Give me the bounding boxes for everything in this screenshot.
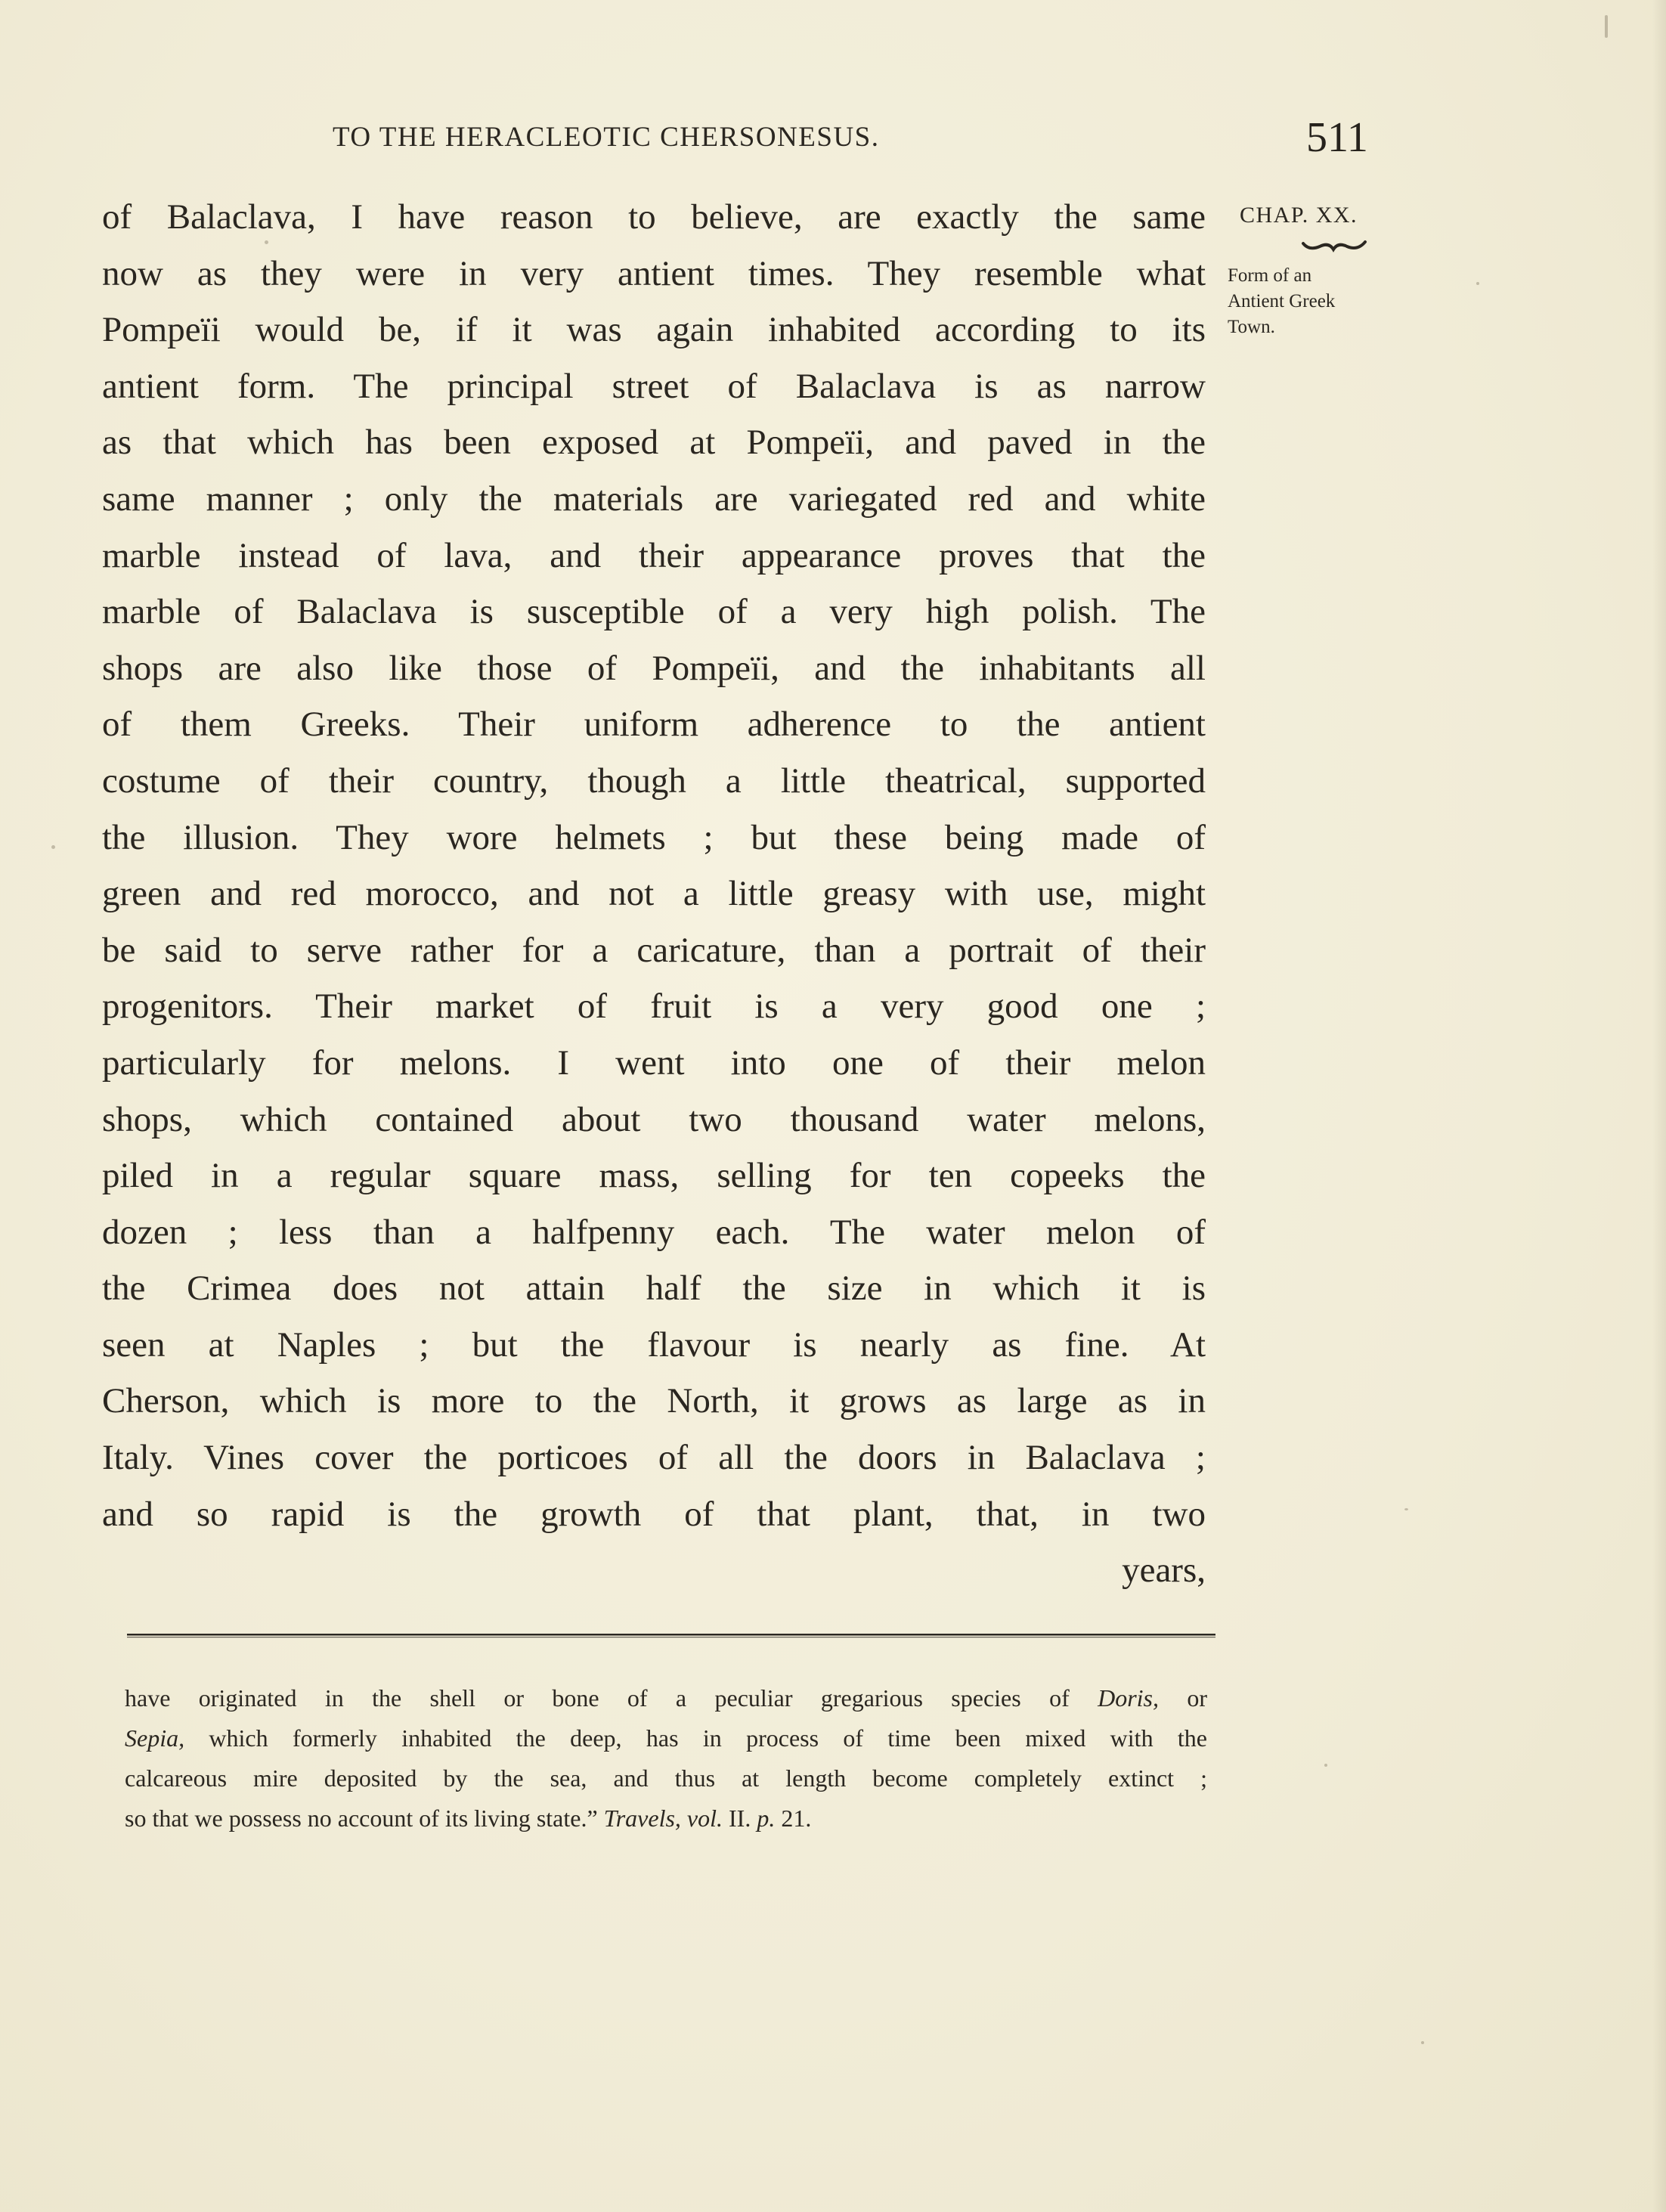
footnote-line xyxy=(125,1718,1207,1758)
footnote-text: so that we possess no account of its living state.” xyxy=(125,1805,604,1832)
text-line: as that which has been exposed at Pompeïi, and paved in the xyxy=(102,423,1206,463)
text-line: now as they were in very antient times. They resemble what xyxy=(102,253,1206,293)
catchword: years, xyxy=(1122,1551,1206,1591)
footnote-text: have originated in the shell or bone of a peculiar gregarious species of xyxy=(125,1684,1098,1712)
speck xyxy=(51,845,55,849)
text-line: marble of Balaclava is susceptible of a very high polish. The xyxy=(102,592,1206,632)
text-line: shops are also like those of Pompeïi, and the inhabitants all xyxy=(102,648,1206,688)
marginal-note xyxy=(1228,263,1379,340)
body-text xyxy=(102,189,1206,1599)
text-line: costume of their country, though a little theatrical, supported xyxy=(102,761,1206,801)
page-number: 511 xyxy=(1306,114,1368,161)
footnote-text: II. xyxy=(723,1805,757,1832)
text-line: green and red morocco, and not a little greasy with use, might xyxy=(102,874,1206,914)
footnote-line xyxy=(125,1798,1207,1839)
speck xyxy=(1404,1508,1408,1510)
speck xyxy=(265,240,268,244)
text-line: of them Greeks. Their uniform adherence to the antient xyxy=(102,705,1206,745)
text-line: particularly for melons. I went into one of their melon xyxy=(102,1042,1206,1083)
text-line: Cherson, which is more to the North, it grows as large as in xyxy=(102,1381,1206,1421)
page-edge-shadow xyxy=(1652,0,1666,2212)
text-line: be said to serve rather for a caricature, than a portrait of their xyxy=(102,930,1206,970)
text-line: seen at Naples ; but the flavour is nearly as fine. At xyxy=(102,1324,1206,1365)
text-line: Pompeïi would be, if it was again inhabited according to its xyxy=(102,310,1206,350)
flourish-ornament-icon xyxy=(1300,237,1368,257)
text-line: progenitors. Their market of fruit is a very good one ; xyxy=(102,987,1206,1027)
running-head: TO THE HERACLEOTIC CHERSONESUS. xyxy=(333,122,880,153)
speck xyxy=(1605,15,1608,38)
text-line: the Crimea does not attain half the size in which it is xyxy=(102,1269,1206,1309)
footnote-italic: p. xyxy=(757,1805,776,1832)
marginal-note-line: Form of an xyxy=(1228,265,1312,286)
footnote-line: calcareous mire deposited by the sea, and thus at length become completely extinct ; xyxy=(125,1764,1207,1792)
footnote xyxy=(125,1678,1207,1839)
footnote-italic: Sepia, xyxy=(125,1724,185,1752)
text-line: the illusion. They wore helmets ; but these being made of xyxy=(102,817,1206,857)
text-line: dozen ; less than a halfpenny each. The water melon of xyxy=(102,1212,1206,1252)
text-line: and so rapid is the growth of that plant, that, in two xyxy=(102,1494,1206,1534)
footnote-italic: Doris, xyxy=(1098,1684,1159,1712)
text-line: piled in a regular square mass, selling for ten copeeks the xyxy=(102,1156,1206,1196)
text-line: same manner ; only the materials are variegated red and white xyxy=(102,479,1206,519)
text-line: marble instead of lava, and their appearance proves that the xyxy=(102,535,1206,575)
text-line: shops, which contained about two thousand water melons, xyxy=(102,1099,1206,1139)
footnote-text: 21. xyxy=(775,1805,812,1832)
footnote-line xyxy=(125,1678,1207,1718)
text-line: antient form. The principal street of Balaclava is as narrow xyxy=(102,366,1206,406)
marginal-note-line: Town. xyxy=(1228,317,1275,337)
speck xyxy=(1421,2041,1424,2044)
footnote-text: or xyxy=(1159,1684,1208,1712)
speck xyxy=(1324,1764,1327,1767)
margin-chapter-label: CHAP. XX. xyxy=(1240,203,1358,228)
marginal-note-line: Antient Greek xyxy=(1228,291,1336,311)
speck xyxy=(1476,282,1479,285)
footnote-text: which formerly inhabited the deep, has in process of time been mixed with the xyxy=(184,1724,1207,1752)
text-line: of Balaclava, I have reason to believe, are exactly the same xyxy=(102,197,1206,237)
footnote-rule xyxy=(127,1633,1215,1639)
text-line: Italy. Vines cover the porticoes of all the doors in Balaclava ; xyxy=(102,1438,1206,1478)
footnote-italic: Travels, vol. xyxy=(603,1805,723,1832)
